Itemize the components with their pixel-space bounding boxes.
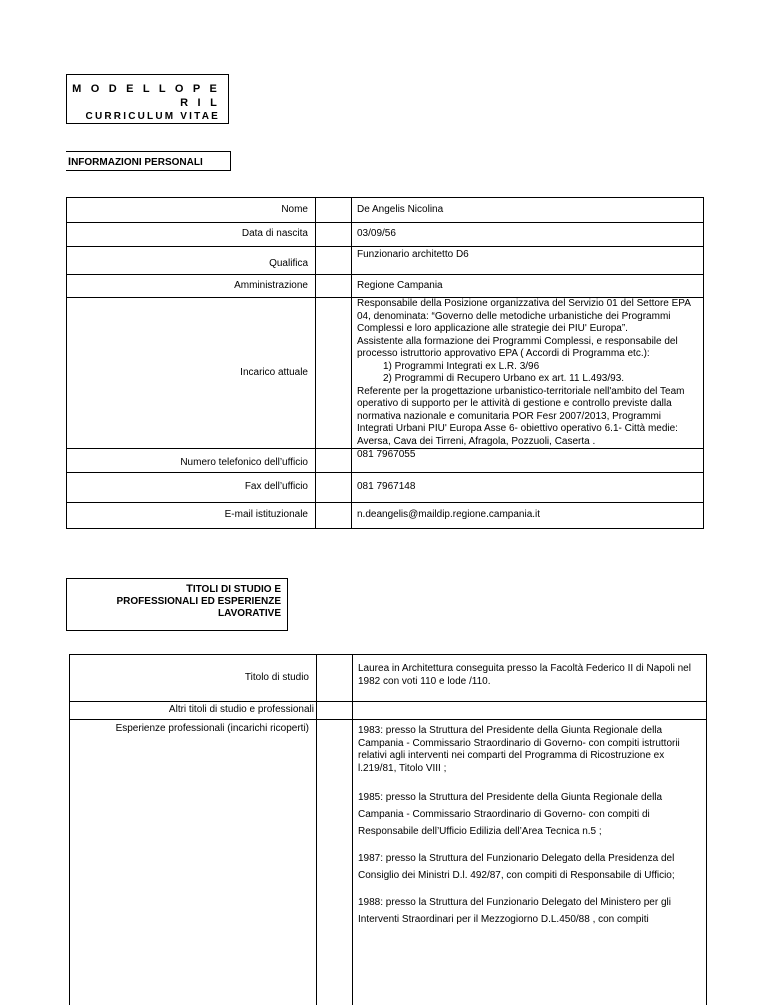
- row-qualifica: [67, 247, 704, 275]
- amministrazione-value: Regione Campania: [352, 275, 704, 298]
- studies-table: [69, 654, 707, 1005]
- row-esperienze: [70, 720, 707, 1005]
- incarico-value: [352, 298, 704, 449]
- incarico-paragraph-3: Referente per la progettazione urbanistico-territoriale nell'ambito del Team operativo di supporto per le attività di gestione e controllo previste dalla normativa nazionale e comunitaria POR Fesr 2007/2013, Programmi Integrati Urbani PIU' Europa Asse 6- obiettivo operativo 6.1- Città medie: Aversa, Cava dei Tirreni, Afragola, Pozzuoli, Caserta .: [357, 386, 698, 449]
- esperienze-value: [353, 720, 707, 1005]
- section-heading-rest: NFORMAZIONI PERSONALI: [71, 157, 203, 168]
- incarico-paragraph-1: Responsabile della Posizione organizzativa del Servizio 01 del Settore EPA 04, denominata: “Governo delle metodiche urbanistiche dei Programmi Complessi e loro applicazione alle strategie dei PIU' Europa”.: [357, 298, 698, 336]
- esperienze-label: Esperienze professionali (incarichi ricoperti): [70, 720, 317, 1005]
- incarico-paragraph-2: Assistente alla formazione dei Programmi Complessi, e responsabile del processo istruttorio approvativo EPA ( Accordi di Programma etc.):: [357, 336, 698, 361]
- esperienza-item: 1987: presso la Struttura del Funzionario Delegato della Presidenza del Consiglio dei Ministri D.l. 492/87, con compiti di Responsabile di Ufficio;: [358, 850, 701, 884]
- section-heading-personal-info: [66, 151, 231, 171]
- altri-label: Altri titoli di studio e professionali: [70, 702, 317, 720]
- titolo-label: Titolo di studio: [70, 655, 317, 702]
- esperienza-item: 1983: presso la Struttura del Presidente della Giunta Regionale della Campania - Commissario Straordinario di Governo- con compiti istruttorii relativi agli interventi nei comparti del Programma di Ricostruzione ex l.219/81, Titolo VIII ;: [358, 725, 701, 775]
- qualifica-label: Qualifica: [67, 247, 316, 275]
- section-heading-cap: I: [68, 156, 71, 168]
- esperienza-item: 1985: presso la Struttura del Presidente della Giunta Regionale della Campania - Commissario Straordinario di Governo- con compiti di Responsabile dell’Ufficio Edilizia dell’Area Tecnica n.5 ;: [358, 789, 701, 840]
- nascita-label: Data di nascita: [67, 223, 316, 247]
- email-label: E-mail istituzionale: [67, 503, 316, 529]
- row-nascita: [67, 223, 704, 247]
- personal-info-table: [66, 197, 704, 529]
- telefono-value: 081 7967055: [352, 449, 704, 473]
- section-heading-studies: [66, 578, 288, 631]
- esperienza-item: 1988: presso la Struttura del Funzionario Delegato del Ministero per gli Interventi Straordinari per il Mezzogiorno D.L.450/88 , con compiti: [358, 894, 701, 928]
- cv-title-box: [66, 74, 229, 124]
- incarico-label: Incarico attuale: [67, 298, 316, 449]
- qualifica-value: Funzionario architetto D6: [352, 247, 704, 275]
- row-amministrazione: [67, 275, 704, 298]
- nome-value: De Angelis Nicolina: [352, 198, 704, 223]
- section2-line3: LAVORATIVE: [67, 608, 281, 620]
- cv-title-line2: CURRICULUM VITAE: [67, 110, 220, 124]
- row-incarico: [67, 298, 704, 449]
- cv-title-line1: M O D E L L O P E R I L: [67, 82, 220, 110]
- row-altri: [70, 702, 707, 720]
- row-telefono: [67, 449, 704, 473]
- nome-label: Nome: [67, 198, 316, 223]
- telefono-label: Numero telefonico dell’ufficio: [67, 449, 316, 473]
- fax-label: Fax dell’ufficio: [67, 473, 316, 503]
- row-email: [67, 503, 704, 529]
- section2-cap: T: [186, 583, 193, 595]
- nascita-value: 03/09/56: [352, 223, 704, 247]
- titolo-value: Laurea in Architettura conseguita presso la Facoltà Federico II di Napoli nel 1982 con voti 110 e lode /110.: [353, 655, 707, 702]
- section2-line1: ITOLI DI STUDIO E: [193, 584, 281, 595]
- incarico-list-item-2: 2) Programmi di Recupero Urbano ex art. 11 L.493/93.: [357, 373, 698, 386]
- section2-line2: PROFESSIONALI ED ESPERIENZE: [67, 596, 281, 608]
- row-nome: [67, 198, 704, 223]
- email-value: n.deangelis@maildip.regione.campania.it: [352, 503, 704, 529]
- amministrazione-label: Amministrazione: [67, 275, 316, 298]
- row-titolo: [70, 655, 707, 702]
- incarico-list-item-1: 1) Programmi Integrati ex L.R. 3/96: [357, 361, 698, 374]
- fax-value: 081 7967148: [352, 473, 704, 503]
- row-fax: [67, 473, 704, 503]
